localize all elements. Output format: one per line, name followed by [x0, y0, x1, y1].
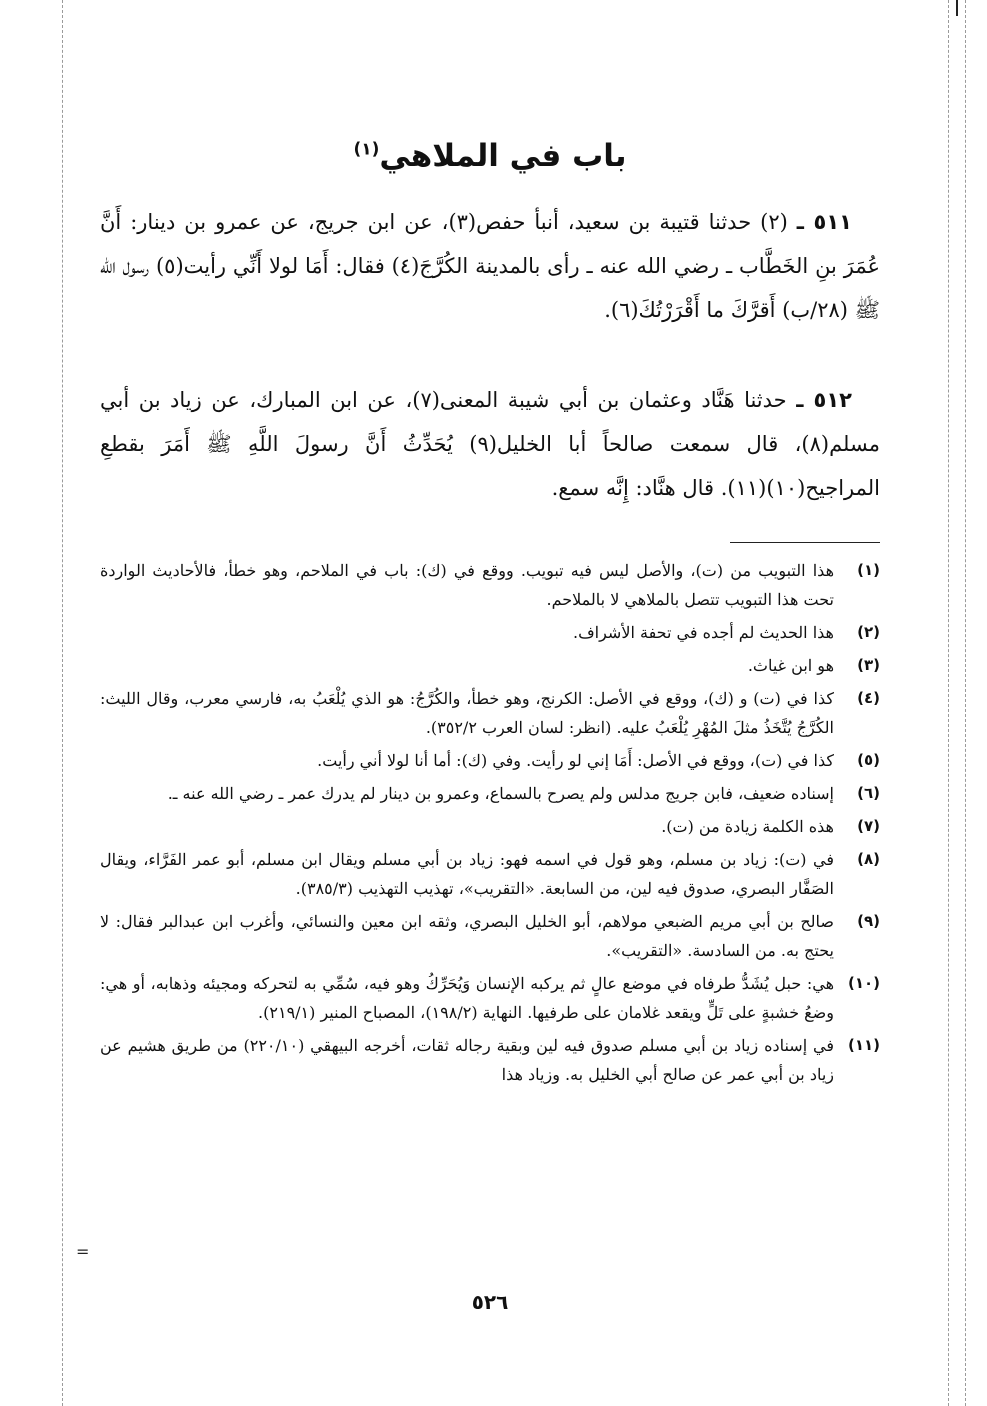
footnote-label: (٩) — [857, 912, 880, 930]
footnote — [100, 618, 880, 647]
footnote-text: هو ابن غياث. — [747, 656, 834, 675]
footnote-text: هذه الكلمة زيادة من (ت). — [661, 817, 834, 836]
continuation-mark: = — [76, 1242, 90, 1261]
footnote — [100, 1031, 880, 1089]
footnote-label: (٢) — [857, 623, 880, 641]
footnote — [100, 651, 880, 680]
footnote-text: كذا في (ت) و (ك)، ووقع في الأصل: الكرنج، وهو خطأ، والكُرَّجُ: هو الذي يُلْعَبُ به، فارسي معرب، وقال الليث: الكُرَّجُ يُتَّخَذُ مثلَ المُهْرِ يُلْعَبُ عليه. (انظر: لسان العرب ٣٥٢/٢). — [100, 689, 834, 737]
margin-guide-right — [948, 0, 949, 1406]
footnotes — [100, 556, 880, 1093]
footnote — [100, 812, 880, 841]
footnote-text: كذا في (ت)، ووقع في الأصل: أَمَا إني لو رأيت. وفي (ك): أما أنا لولا أني رأيت. — [317, 751, 834, 770]
margin-guide-edge — [965, 0, 966, 1406]
footnote-label: (٦) — [857, 784, 880, 802]
footnote — [100, 556, 880, 614]
hadith-512 — [100, 378, 880, 510]
footnote-text: إسناده ضعيف، فابن جريج مدلس ولم يصرح بالسماع، وعمرو بن دينار لم يدرك عمر ـ رضي الله عنه ـ. — [167, 784, 834, 803]
footnote — [100, 684, 880, 742]
book-page — [100, 0, 880, 1406]
footnote — [100, 907, 880, 965]
footnote-text: في إسناده زياد بن أبي مسلم صدوق فيه لين وبقية رجاله ثقات، أخرجه البيهقي (٢٢٠/١٠) من طريق هشيم عن زياد بن أبي عمر عن صالح أبي الخليل به. وزياد هذا — [100, 1036, 835, 1084]
footnote-text: هذا التبويب من (ت)، والأصل ليس فيه تبويب. ووقع في (ك): باب في الملاحم، وهو خطأ، فالأحاديث الواردة تحت هذا التبويب تتصل بالملاهي لا بالملاحم. — [100, 561, 834, 609]
footnote-text: هي: حبل يُشَدُّ طرفاه في موضع عالٍ ثم يركبه الإنسان وَيُحَرِّكُ وهو فيه، سُمِّي به لتحركه ومجيئه وذهابه، أو هي: وضعُ خشبةٍ على تَلٍّ ويقعد غلامان على طرفيها. النهاية (١٩٨/٢)، المصباح المنير (٢١٩/١). — [100, 974, 834, 1022]
footnote-label: (١١) — [847, 1036, 880, 1054]
footnote-label: (٤) — [857, 689, 880, 707]
footnote — [100, 779, 880, 808]
chapter-heading-text: باب في الملاهي — [379, 138, 627, 174]
footnote — [100, 845, 880, 903]
scan-corner-mark — [956, 0, 958, 16]
footnote-divider — [730, 542, 880, 543]
footnote-text: هذا الحديث لم أجده في تحفة الأشراف. — [572, 623, 834, 642]
footnote-text: في (ت): زياد بن مسلم، وهو قول في اسمه فهو: زياد بن أبي مسلم ويقال ابن مسلم، أبو عمر الفَرَّاء، ويقال الصَفَّار البصري، صدوق فيه لين، من السابعة. «التقريب»، تهذيب التهذيب (٣٨٥/٣). — [100, 850, 834, 898]
chapter-heading — [100, 138, 880, 174]
hadith-number: ٥١٢ ـ — [796, 388, 852, 412]
hadith-number: ٥١١ ـ — [796, 210, 852, 234]
footnote — [100, 746, 880, 775]
page-number: ٥٢٦ — [471, 1290, 509, 1314]
footnote-label: (٨) — [857, 850, 880, 868]
hadith-511 — [100, 200, 880, 332]
hadith-text: (٢) حدثنا قتيبة بن سعيد، أنبأ حفص(٣)، عن ابن جريج، عن عمرو بن دينار: أَنَّ عُمَرَ بنِ الخَطَّاب ـ رضي الله عنه ـ رأى بالمدينة الكُرَّجَ(٤) فقال: أَمَا لولا أَنِّي رأيت(٥) رسول الله ﷺ (٢٨/ب) أَقرَّكَ ما أَقْرَرْتُكَ(٦). — [100, 210, 881, 322]
footnote — [100, 969, 880, 1027]
margin-guide-left — [62, 0, 63, 1406]
chapter-heading-footnote-ref: (١) — [353, 139, 380, 160]
hadith-text: حدثنا هَنَّاد وعثمان بن أبي شيبة المعنى(٧)، عن ابن المبارك، عن زياد بن أبي مسلم(٨)، قال سمعت صالحاً أبا الخليل(٩) يُحَدِّثُ أَنَّ رسولَ اللَّهِ ﷺ أَمَرَ بقطعِ المراجيح(١٠)(١١). قال هنَّاد: إِنَّه سمع. — [100, 388, 880, 500]
footnote-label: (١) — [857, 561, 880, 579]
footnote-text: صالح بن أبي مريم الضبعي مولاهم، أبو الخليل البصري، وثقه ابن معين والنسائي، وأغرب ابن عبدالبر فقال: لا يحتج به. من السادسة. «التقريب». — [100, 912, 835, 960]
footnote-label: (١٠) — [847, 974, 880, 992]
footnote-label: (٣) — [857, 656, 880, 674]
footnote-label: (٥) — [857, 751, 880, 769]
footnote-label: (٧) — [857, 817, 880, 835]
